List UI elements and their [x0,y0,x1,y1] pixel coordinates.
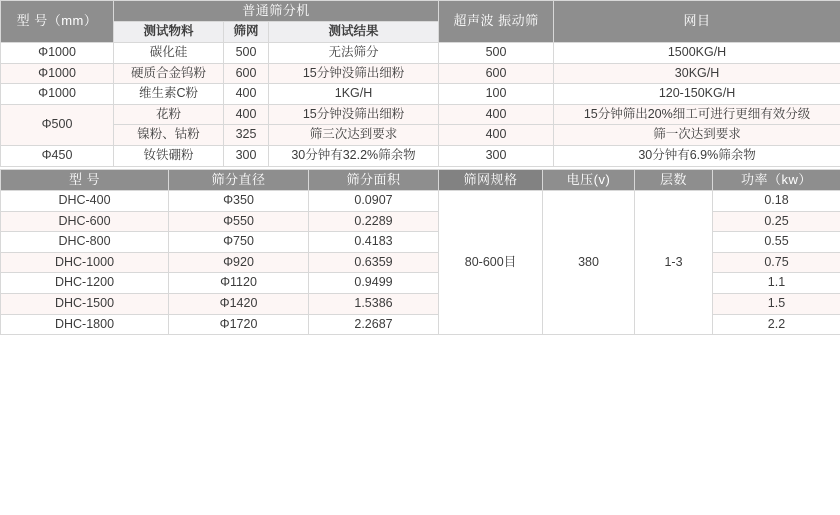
table-row [1,84,840,105]
table-row [1,125,840,146]
cell-model: Φ500 [1,104,114,145]
subheader-material: 测试物料 [114,22,224,43]
sieving-comparison-table [0,0,840,167]
cell-model: Φ1000 [1,42,114,63]
cell-power: 0.55 [713,232,840,253]
table-row [1,273,840,294]
cell-material: 碳化硅 [114,42,224,63]
cell-mesh: 30KG/H [554,63,840,84]
cell-diameter: Φ1120 [169,273,309,294]
cell-model: DHC-1500 [1,294,169,315]
header-mesh: 网目 [554,1,840,43]
header-model: 型 号 [1,169,169,190]
table-row [1,42,840,63]
cell-model: DHC-1000 [1,252,169,273]
cell-screen: 400 [224,104,269,125]
table-row [1,190,840,211]
cell-power: 1.5 [713,294,840,315]
cell-material: 维生素C粉 [114,84,224,105]
cell-ultrasonic: 400 [439,125,554,146]
cell-screen: 600 [224,63,269,84]
cell-ultrasonic: 300 [439,146,554,167]
header-sieve-area: 筛分面积 [309,169,439,190]
table1-header-row-1 [1,1,840,22]
cell-diameter: Φ920 [169,252,309,273]
cell-model: Φ450 [1,146,114,167]
header-model: 型 号（mm） [1,1,114,43]
cell-area: 0.9499 [309,273,439,294]
cell-result: 筛三次达到要求 [269,125,439,146]
table-row [1,146,840,167]
cell-model: Φ1000 [1,63,114,84]
cell-diameter: Φ1420 [169,294,309,315]
cell-diameter: Φ1720 [169,314,309,335]
cell-ultrasonic: 100 [439,84,554,105]
header-normal-sieve: 普通筛分机 [114,1,439,22]
cell-result: 15分钟没筛出细粉 [269,63,439,84]
table2-header-row [1,169,840,190]
table-row [1,232,840,253]
cell-screen: 400 [224,84,269,105]
cell-layers: 1-3 [635,190,713,334]
cell-screen: 300 [224,146,269,167]
table-row [1,104,840,125]
cell-voltage: 380 [543,190,635,334]
cell-ultrasonic: 400 [439,104,554,125]
cell-area: 0.0907 [309,190,439,211]
cell-model: Φ1000 [1,84,114,105]
table-row [1,63,840,84]
subheader-result: 测试结果 [269,22,439,43]
cell-result: 无法筛分 [269,42,439,63]
header-layers: 层数 [635,169,713,190]
cell-result: 15分钟没筛出细粉 [269,104,439,125]
cell-ultrasonic: 600 [439,63,554,84]
table-row [1,211,840,232]
header-power: 功率（kw） [713,169,840,190]
cell-material: 硬质合金钨粉 [114,63,224,84]
cell-area: 0.6359 [309,252,439,273]
cell-result: 30分钟有32.2%筛余物 [269,146,439,167]
cell-mesh: 15分钟筛出20%细工可进行更细有效分级 [554,104,840,125]
cell-power: 0.75 [713,252,840,273]
cell-mesh: 1500KG/H [554,42,840,63]
cell-material: 镍粉、钴粉 [114,125,224,146]
cell-area: 0.4183 [309,232,439,253]
subheader-screen: 筛网 [224,22,269,43]
header-sieve-diameter: 筛分直径 [169,169,309,190]
cell-area: 0.2289 [309,211,439,232]
cell-mesh: 筛一次达到要求 [554,125,840,146]
cell-model: DHC-1800 [1,314,169,335]
cell-power: 2.2 [713,314,840,335]
cell-result: 1KG/H [269,84,439,105]
cell-material: 钕铁硼粉 [114,146,224,167]
cell-power: 0.25 [713,211,840,232]
cell-screen: 500 [224,42,269,63]
header-ultrasonic: 超声波 振动筛 [439,1,554,43]
header-mesh-spec: 筛网规格 [439,169,543,190]
cell-diameter: Φ550 [169,211,309,232]
cell-ultrasonic: 500 [439,42,554,63]
cell-mesh-spec: 80-600目 [439,190,543,334]
cell-power: 1.1 [713,273,840,294]
cell-diameter: Φ350 [169,190,309,211]
cell-area: 2.2687 [309,314,439,335]
header-voltage: 电压(v) [543,169,635,190]
cell-mesh: 120-150KG/H [554,84,840,105]
cell-diameter: Φ750 [169,232,309,253]
table-row [1,314,840,335]
cell-area: 1.5386 [309,294,439,315]
cell-model: DHC-1200 [1,273,169,294]
model-parameters-table [0,169,840,336]
cell-material: 花粉 [114,104,224,125]
cell-model: DHC-600 [1,211,169,232]
cell-model: DHC-400 [1,190,169,211]
cell-mesh: 30分钟有6.9%筛余物 [554,146,840,167]
cell-power: 0.18 [713,190,840,211]
cell-screen: 325 [224,125,269,146]
table-row [1,294,840,315]
cell-model: DHC-800 [1,232,169,253]
table-row [1,252,840,273]
